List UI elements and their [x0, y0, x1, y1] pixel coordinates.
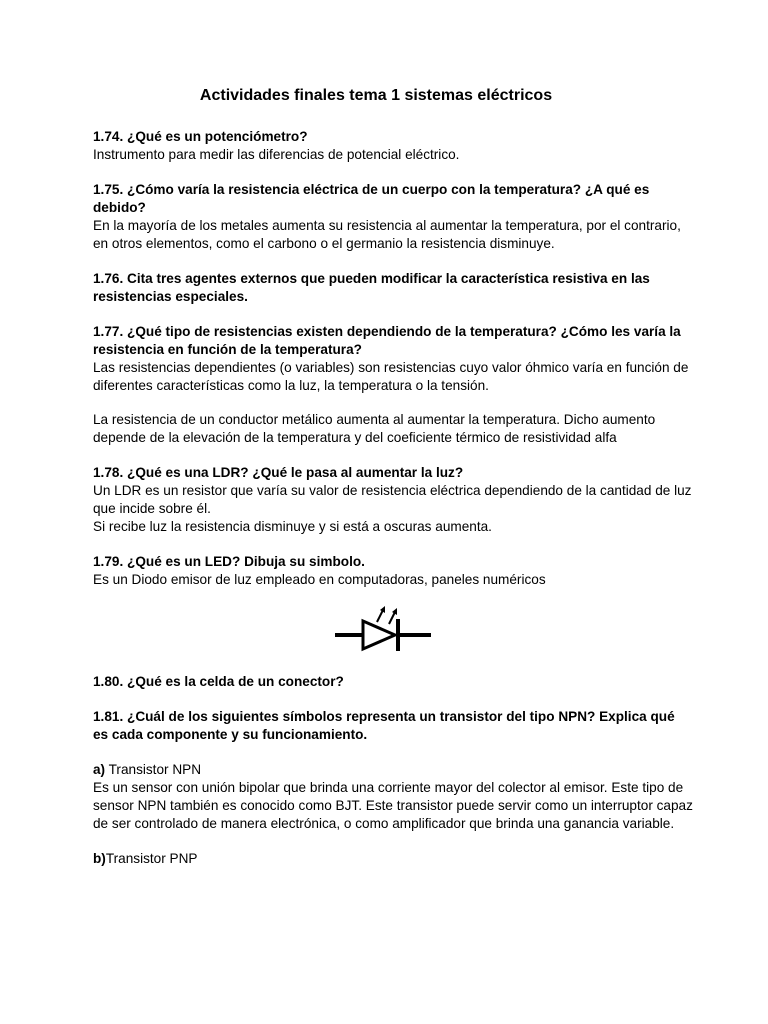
answer-1-77-paragraph-2: La resistencia de un conductor metálico aumenta al aumentar la temperatura. Dicho aumento depende de la elevación de la temperatura y del coeficiente térmico de resistividad alfa	[93, 412, 656, 445]
option-a-label: a)	[93, 762, 106, 777]
option-b-line	[93, 850, 693, 868]
answer-1-79: Es un Diodo emisor de luz empleado en computadoras, paneles numéricos	[93, 572, 546, 587]
question-1-74: 1.74. ¿Qué es un potenciómetro?	[93, 129, 308, 144]
answer-1-77-paragraph-1: Las resistencias dependientes (o variables) son resistencias cuyo valor óhmico varía en función de diferentes características como la luz, la temperatura o la tensión.	[93, 360, 689, 393]
answer-1-78-line-2: Si recibe luz la resistencia disminuye y si está a oscuras aumenta.	[93, 519, 492, 534]
answer-1-75: En la mayoría de los metales aumenta su resistencia al aumentar la temperatura, por el contrario, en otros elementos, como el carbono o el germanio la resistencia disminuye.	[93, 218, 681, 251]
document-title: Actividades finales tema 1 sistemas eléctricos	[199, 87, 553, 104]
question-1-75: 1.75. ¿Cómo varía la resistencia eléctrica de un cuerpo con la temperatura? ¿A qué es debido?	[93, 182, 650, 215]
answer-1-74: Instrumento para medir las diferencias de potencial eléctrico.	[93, 147, 460, 162]
question-1-78: 1.78. ¿Qué es una LDR? ¿Qué le pasa al aumentar la luz?	[93, 465, 464, 480]
question-1-76: 1.76. Cita tres agentes externos que pueden modificar la característica resistiva en las resistencias especiales.	[93, 271, 650, 304]
option-a-description: Es un sensor con unión bipolar que brinda una corriente mayor del colector al emisor. Este tipo de sensor NPN también es conocido como BJT. Este transistor puede servir como un interruptor capaz de ser controlado de manera electrónica, o como amplificador que brinda una ganancia variable.	[93, 780, 693, 831]
answer-1-78-line-1: Un LDR es un resistor que varía su valor de resistencia eléctrica dependiendo de la cantidad de luz que incide sobre él.	[93, 483, 692, 516]
question-1-81: 1.81. ¿Cuál de los siguientes símbolos representa un transistor del tipo NPN? Explica qué es cada componente y su funcionamiento.	[93, 709, 675, 742]
document-page	[93, 86, 693, 868]
led-symbol-icon	[333, 606, 433, 656]
question-1-79: 1.79. ¿Qué es un LED? Dibuja su simbolo.	[93, 554, 365, 569]
question-1-77: 1.77. ¿Qué tipo de resistencias existen dependiendo de la temperatura? ¿Cómo les varía la resistencia en función de la temperatura?	[93, 324, 681, 357]
option-a-text: Transistor NPN	[105, 762, 202, 777]
option-b-text: Transistor PNP	[105, 851, 198, 866]
option-b-label: b)	[93, 851, 106, 866]
question-1-80: 1.80. ¿Qué es la celda de un conector?	[93, 674, 344, 689]
option-a-line	[93, 761, 693, 779]
